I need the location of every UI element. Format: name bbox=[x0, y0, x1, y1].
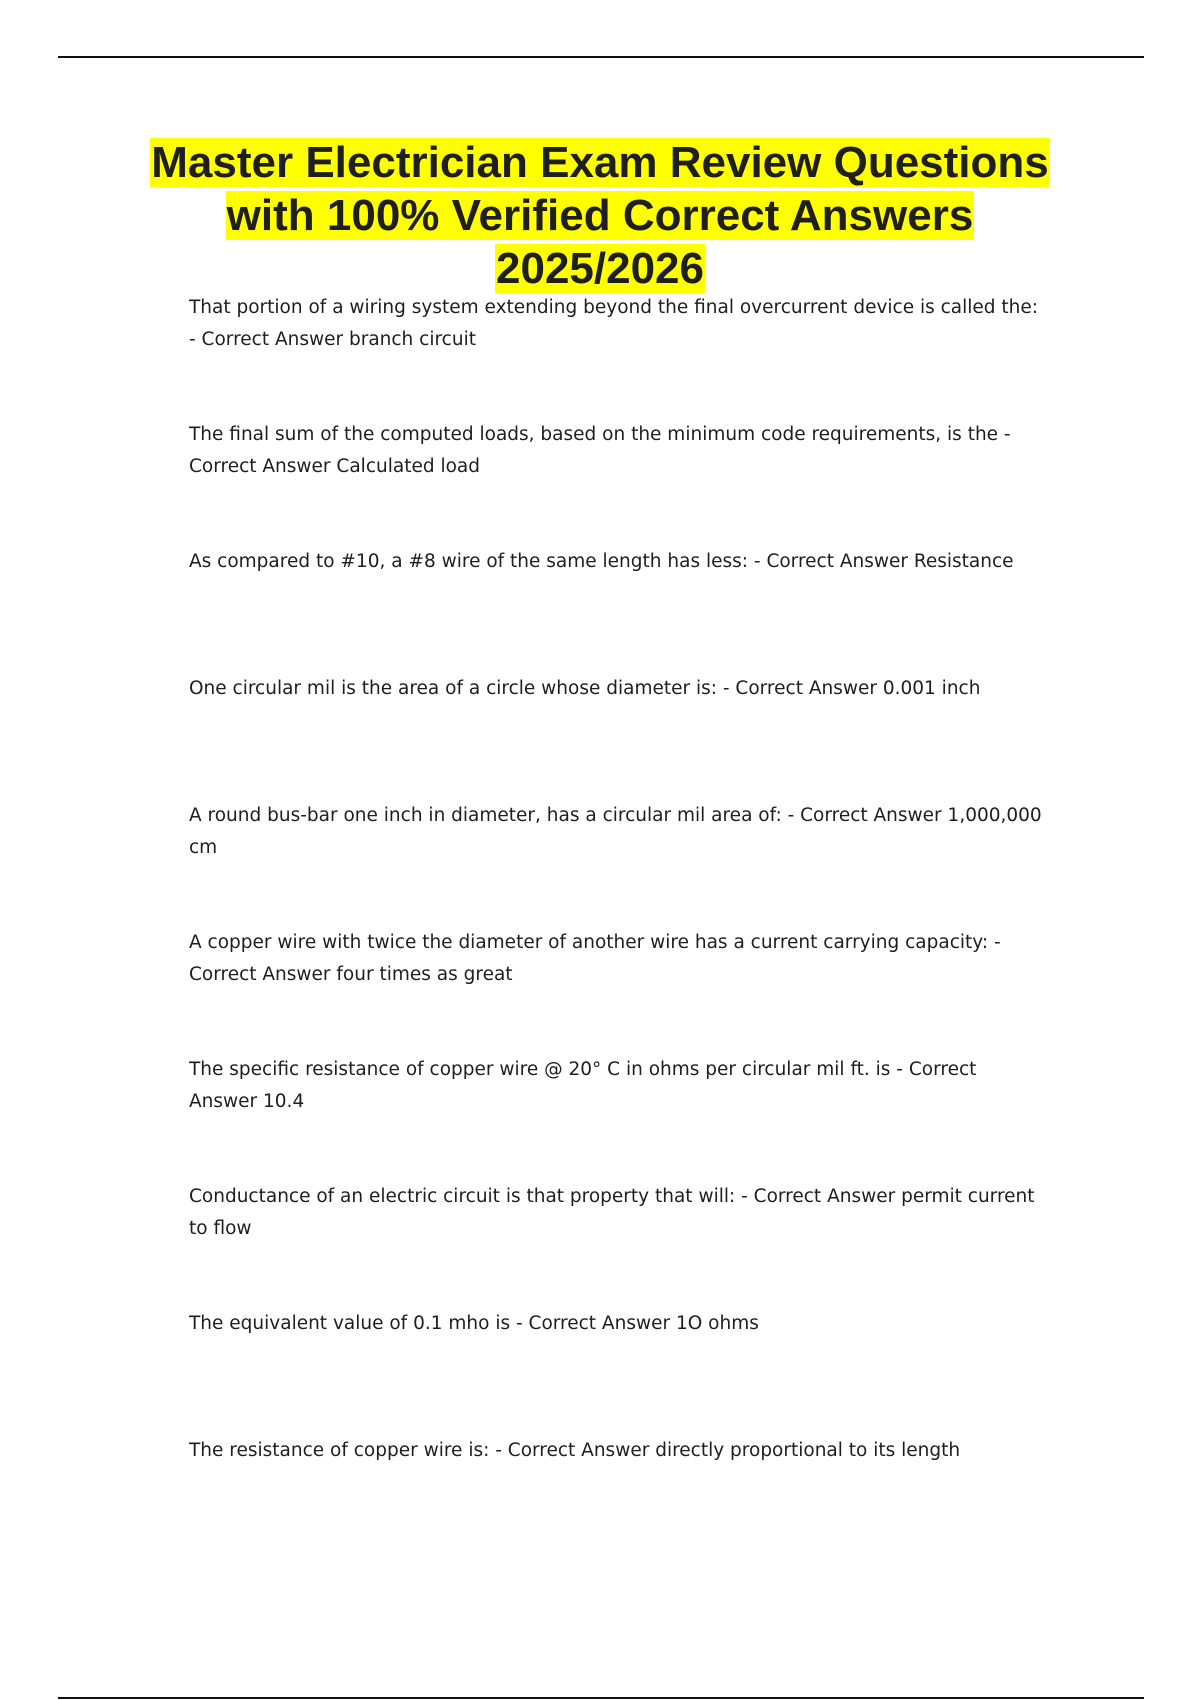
qa-item: That portion of a wiring system extending beyond the final overcurrent device is called the: - Correct Answer branch circuit bbox=[189, 297, 1039, 350]
qa-item: Conductance of an electric circuit is that property that will: - Correct Answer permit current to flow bbox=[189, 1186, 1035, 1239]
qa-item: A round bus-bar one inch in diameter, has a circular mil area of: - Correct Answer 1,000,000 cm bbox=[189, 805, 1042, 858]
title-highlight: Master Electrician Exam Review Questions with 100% Verified Correct Answers 2025/2026 bbox=[151, 138, 1049, 293]
title-block bbox=[140, 136, 1060, 295]
question-answer-list bbox=[189, 292, 1049, 1562]
bottom-rule bbox=[58, 1697, 1144, 1699]
qa-item: The resistance of copper wire is: - Correct Answer directly proportional to its length bbox=[189, 1440, 961, 1461]
top-rule bbox=[58, 56, 1144, 58]
qa-item: The equivalent value of 0.1 mho is - Correct Answer 1O ohms bbox=[189, 1313, 759, 1334]
document-title bbox=[140, 136, 1060, 295]
qa-item: The specific resistance of copper wire @ 20° C in ohms per circular mil ft. is - Correct Answer 10.4 bbox=[189, 1059, 977, 1112]
qa-item: One circular mil is the area of a circle whose diameter is: - Correct Answer 0.001 inch bbox=[189, 678, 981, 699]
qa-item: As compared to #10, a #8 wire of the same length has less: - Correct Answer Resistance bbox=[189, 551, 1014, 572]
qa-item: The final sum of the computed loads, based on the minimum code requirements, is the - Correct Answer Calculated load bbox=[189, 424, 1011, 477]
qa-item: A copper wire with twice the diameter of another wire has a current carrying capacity: - Correct Answer four times as great bbox=[189, 932, 1001, 985]
